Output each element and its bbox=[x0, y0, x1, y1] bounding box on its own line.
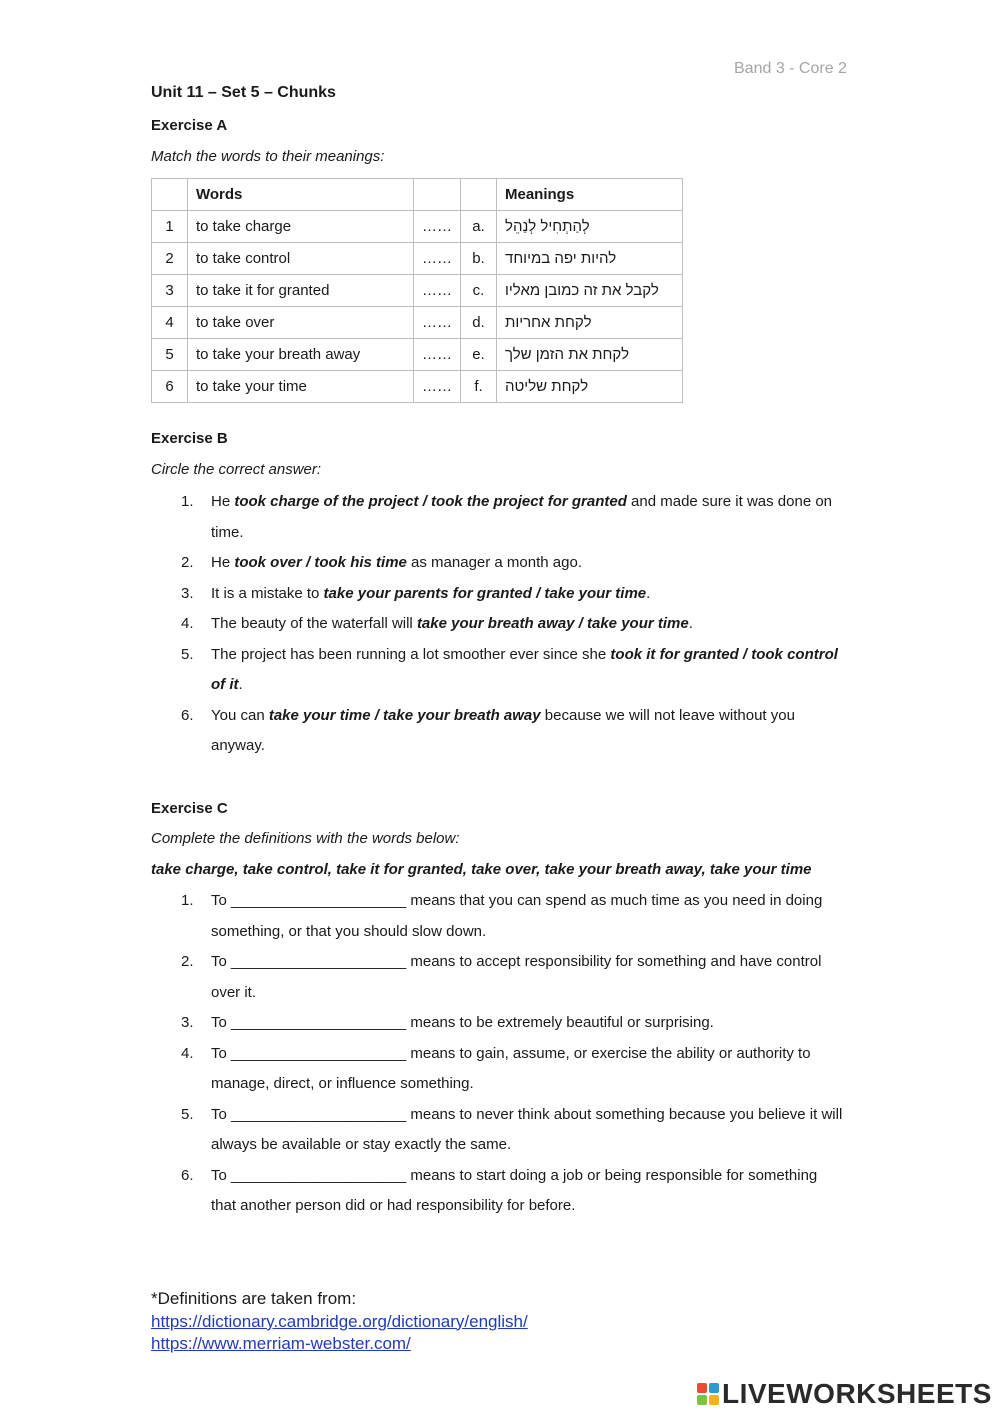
item-number: 1. bbox=[181, 493, 194, 510]
row-word: to take your time bbox=[188, 371, 414, 403]
exercise-a-heading: Exercise A bbox=[151, 117, 228, 134]
logo-square bbox=[697, 1383, 707, 1393]
item-number: 5. bbox=[181, 1105, 194, 1123]
row-meaning: לקחת שליטה bbox=[497, 371, 683, 403]
item-number: 5. bbox=[181, 645, 194, 663]
logo-text: LIVEWORKSHEETS bbox=[722, 1378, 992, 1409]
merriam-webster-link[interactable]: https://www.merriam-webster.com/ bbox=[151, 1334, 411, 1353]
header-letter-cell bbox=[461, 179, 497, 211]
item-text-after: . bbox=[238, 676, 243, 693]
table-row bbox=[152, 243, 683, 275]
logo-square bbox=[709, 1383, 719, 1393]
answer-options[interactable]: took over / took his time bbox=[234, 554, 407, 571]
table-row bbox=[152, 211, 683, 243]
page-title: Unit 11 – Set 5 – Chunks bbox=[151, 84, 336, 101]
header-dots-cell bbox=[414, 179, 461, 211]
definition-text[interactable]: To _____________________ means to start doing a job or being responsible for something that another person did or had responsibility for before. bbox=[211, 1166, 818, 1214]
row-letter: b. bbox=[461, 243, 497, 275]
logo-square bbox=[697, 1395, 707, 1405]
item-text-before: You can bbox=[211, 706, 269, 724]
item-number: 4. bbox=[181, 1044, 194, 1062]
item-text-after: as manager a month ago. bbox=[406, 554, 582, 571]
row-answer-dots[interactable]: …… bbox=[414, 371, 461, 403]
item-number: 1. bbox=[181, 892, 194, 909]
exercise-b-list bbox=[181, 487, 841, 762]
item-text-after: . bbox=[688, 615, 693, 632]
row-letter: e. bbox=[461, 339, 497, 371]
exercise-c-heading: Exercise C bbox=[151, 800, 228, 817]
table-header-row bbox=[152, 179, 683, 211]
list-item bbox=[181, 947, 846, 1008]
list-item bbox=[181, 701, 841, 762]
answer-options[interactable]: take your breath away / take your time bbox=[416, 615, 689, 632]
list-item bbox=[181, 1008, 846, 1039]
table-row bbox=[152, 339, 683, 371]
list-item bbox=[181, 640, 841, 701]
definition-text[interactable]: To _____________________ means to accept responsibility for something and have control over it. bbox=[211, 953, 822, 1001]
cambridge-link[interactable]: https://dictionary.cambridge.org/dictionary/english/ bbox=[151, 1311, 528, 1331]
definition-text[interactable]: To _____________________ means to gain, assume, or exercise the ability or authority to manage, direct, or influence something. bbox=[211, 1044, 811, 1092]
row-word: to take charge bbox=[188, 211, 414, 243]
item-text-before: The beauty of the waterfall will bbox=[211, 615, 417, 632]
list-item bbox=[181, 579, 841, 610]
list-item bbox=[181, 886, 846, 947]
list-item bbox=[181, 1100, 846, 1161]
row-answer-dots[interactable]: …… bbox=[414, 243, 461, 275]
item-number: 3. bbox=[181, 584, 194, 602]
row-letter: c. bbox=[461, 275, 497, 307]
list-item bbox=[181, 1161, 846, 1222]
row-answer-dots[interactable]: …… bbox=[414, 339, 461, 371]
table-row bbox=[152, 371, 683, 403]
band-label: Band 3 - Core 2 bbox=[734, 60, 847, 77]
item-number: 6. bbox=[181, 706, 194, 724]
row-number: 5 bbox=[152, 339, 188, 371]
item-text-before: It is a mistake to bbox=[211, 584, 324, 602]
answer-options[interactable]: take your time / take your breath away bbox=[268, 706, 541, 724]
logo-square bbox=[709, 1395, 719, 1405]
item-text-before: The project has been running a lot smoother ever since she bbox=[211, 645, 611, 663]
list-item bbox=[181, 487, 841, 548]
row-letter: a. bbox=[461, 211, 497, 243]
row-meaning: להיות יפה במיוחד bbox=[497, 243, 683, 275]
answer-options[interactable]: took it for granted / took control of it bbox=[211, 645, 838, 693]
row-meaning: לקבל את זה כמובן מאליו bbox=[497, 275, 683, 307]
item-text-after: because we will not leave without you anyway. bbox=[211, 706, 795, 754]
row-number: 2 bbox=[152, 243, 188, 275]
footer-note: *Definitions are taken from: bbox=[151, 1289, 357, 1308]
row-letter: d. bbox=[461, 307, 497, 339]
header-words: Words bbox=[188, 179, 414, 211]
item-number: 3. bbox=[181, 1014, 194, 1031]
row-meaning: לקחת אחריות bbox=[497, 307, 683, 339]
exercise-c-instruction: Complete the definitions with the words below: bbox=[151, 830, 460, 847]
row-letter: f. bbox=[461, 371, 497, 403]
answer-options[interactable]: take your parents for granted / take your time bbox=[323, 584, 647, 602]
item-text-before: He bbox=[211, 554, 235, 571]
list-item bbox=[181, 548, 841, 579]
item-number: 6. bbox=[181, 1166, 194, 1184]
matching-table bbox=[151, 178, 683, 403]
row-number: 3 bbox=[152, 275, 188, 307]
definition-text[interactable]: To _____________________ means to never think about something because you believe it will always be available or stay exactly the same. bbox=[211, 1105, 843, 1153]
item-number: 4. bbox=[181, 615, 194, 632]
row-meaning: לְהַתְחִיל לְנַהֵל bbox=[497, 211, 683, 243]
item-text-after: . bbox=[646, 584, 651, 602]
definition-text[interactable]: To _____________________ means to be extremely beautiful or surprising. bbox=[211, 1014, 714, 1031]
exercise-a-instruction: Match the words to their meanings: bbox=[151, 148, 385, 165]
logo-mark-icon bbox=[697, 1383, 719, 1405]
list-item bbox=[181, 1039, 846, 1100]
item-number: 2. bbox=[181, 953, 194, 970]
exercise-c-list bbox=[181, 886, 846, 1222]
row-answer-dots[interactable]: …… bbox=[414, 275, 461, 307]
row-answer-dots[interactable]: …… bbox=[414, 211, 461, 243]
list-item bbox=[181, 609, 841, 640]
item-text-before: He bbox=[211, 493, 235, 510]
word-bank: take charge, take control, take it for granted, take over, take your breath away, take your time bbox=[151, 861, 812, 878]
item-text-after: and made sure it was done on time. bbox=[211, 493, 833, 541]
footer-sources bbox=[151, 1288, 528, 1356]
row-word: to take over bbox=[188, 307, 414, 339]
table-row bbox=[152, 307, 683, 339]
row-word: to take it for granted bbox=[188, 275, 414, 307]
row-word: to take control bbox=[188, 243, 414, 275]
header-num-cell bbox=[152, 179, 188, 211]
row-word: to take your breath away bbox=[188, 339, 414, 371]
definition-text[interactable]: To _____________________ means that you can spend as much time as you need in doing something, or that you should slow down. bbox=[211, 892, 823, 940]
liveworksheets-logo bbox=[697, 1378, 992, 1410]
row-number: 1 bbox=[152, 211, 188, 243]
row-number: 6 bbox=[152, 371, 188, 403]
row-meaning: לקחת את הזמן שלך bbox=[497, 339, 683, 371]
item-number: 2. bbox=[181, 554, 194, 571]
answer-options[interactable]: took charge of the project / took the project for granted bbox=[234, 493, 627, 510]
header-meanings: Meanings bbox=[497, 179, 683, 211]
exercise-b-instruction: Circle the correct answer: bbox=[151, 461, 322, 478]
table-row bbox=[152, 275, 683, 307]
exercise-b-heading: Exercise B bbox=[151, 430, 228, 447]
row-number: 4 bbox=[152, 307, 188, 339]
row-answer-dots[interactable]: …… bbox=[414, 307, 461, 339]
